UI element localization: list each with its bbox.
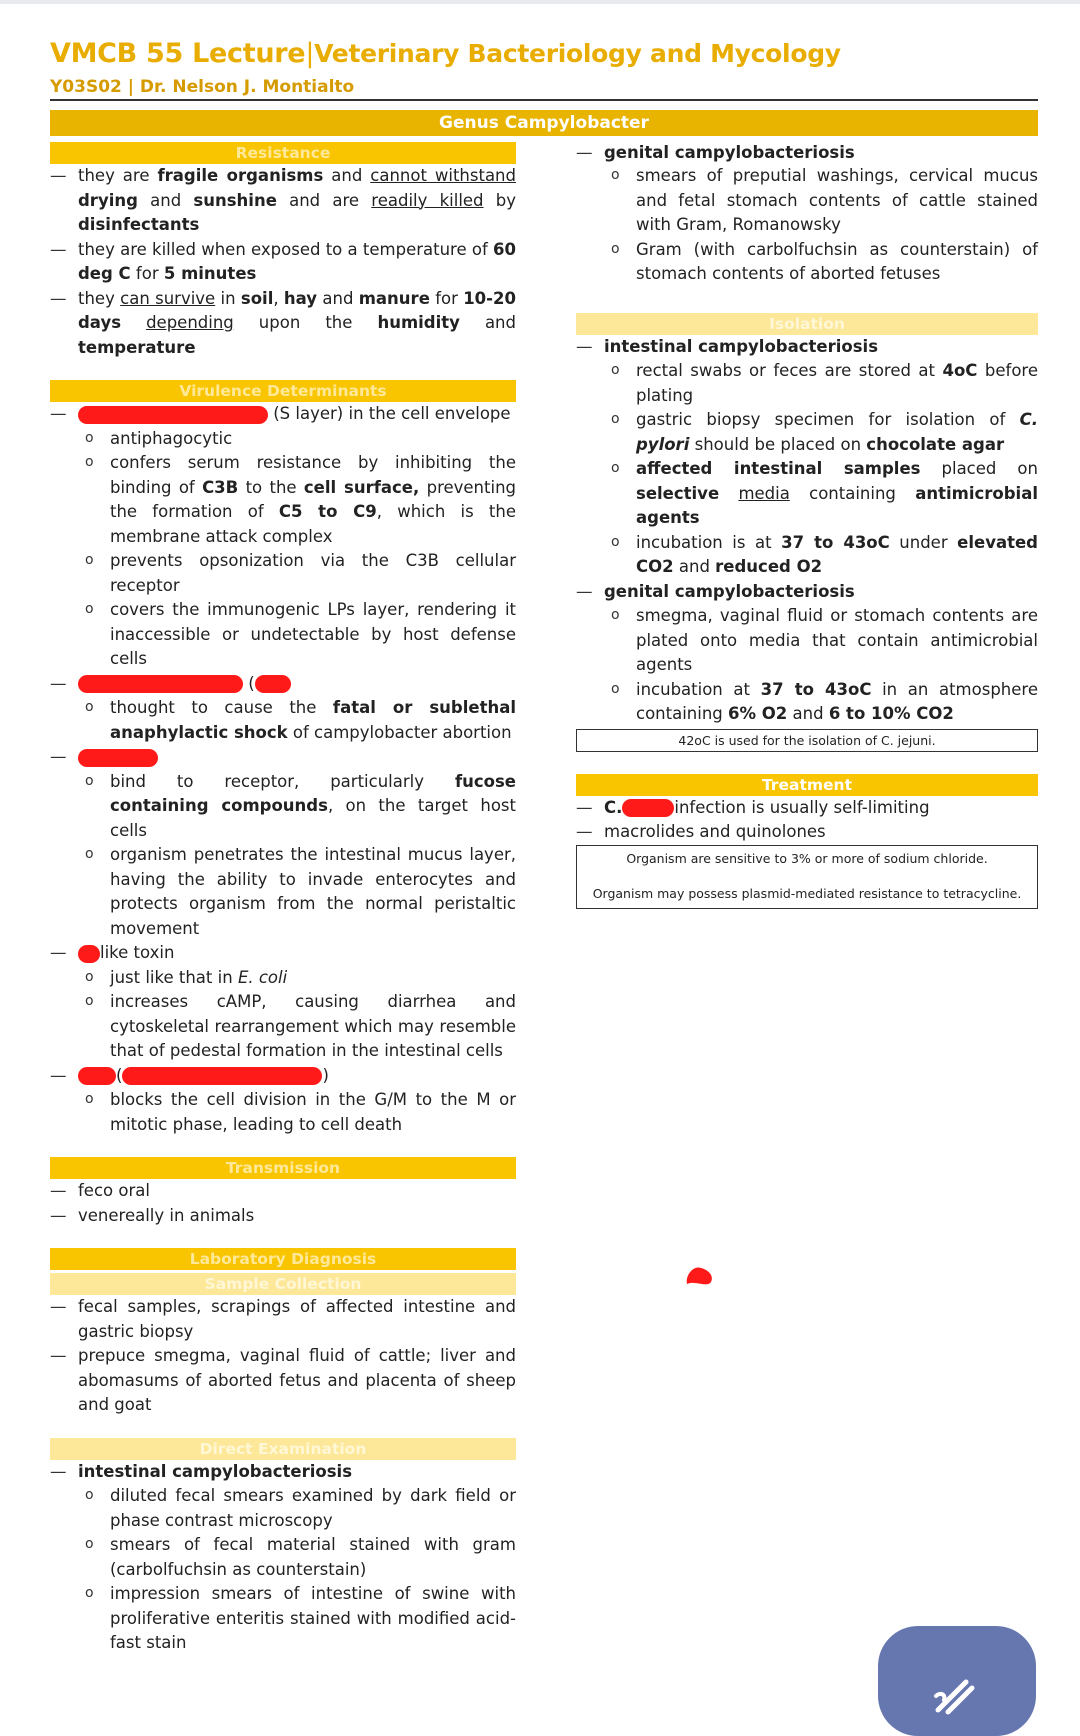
left-column	[50, 142, 516, 1656]
list-item: — genital campylobacteriosis	[576, 580, 1038, 605]
sub-item: o smears of fecal material stained with gram (carbolfuchsin as counterstain)	[50, 1533, 516, 1582]
redaction-mark	[78, 945, 100, 963]
list-item: — prepuce smegma, vaginal fluid of cattle; liver and abomasums of aborted fetus and placenta of sheep and goat	[50, 1344, 516, 1418]
redaction-mark	[622, 799, 674, 817]
document-page	[50, 38, 1038, 1652]
isolation-heading: Isolation	[576, 313, 1038, 335]
list-item: — ( )	[50, 1064, 516, 1089]
resistance-heading: Resistance	[50, 142, 516, 164]
sub-item: o smears of preputial washings, cervical mucus and fetal stomach contents of cattle stained with Gram, Romanowsky	[576, 164, 1038, 238]
sub-item: o affected intestinal samples placed on selective media containing antimicrobial agents	[576, 457, 1038, 531]
lab-diagnosis-heading: Laboratory Diagnosis	[50, 1248, 516, 1270]
list-item: — they are killed when exposed to a temperature of 60 deg C for 5 minutes	[50, 238, 516, 287]
sub-item: o bind to receptor, particularly fucose containing compounds, on the target host cells	[50, 770, 516, 844]
redaction-mark	[78, 675, 243, 693]
sub-item: o blocks the cell division in the G/M to the M or mitotic phase, leading to cell death	[50, 1088, 516, 1137]
direct-examination-heading: Direct Examination	[50, 1438, 516, 1460]
right-column	[576, 142, 1038, 909]
sub-item: o antiphagocytic	[50, 427, 516, 452]
sub-item: o incubation at 37 to 43oC in an atmosphere containing 6% O2 and 6 to 10% CO2	[576, 678, 1038, 727]
list-item: — feco oral	[50, 1179, 516, 1204]
list-item: — intestinal campylobacteriosis	[576, 335, 1038, 360]
sub-item: o incubation is at 37 to 43oC under elevated CO2 and reduced O2	[576, 531, 1038, 580]
red-ink-mark	[683, 1262, 717, 1288]
redaction-mark	[78, 749, 158, 767]
sub-item: o covers the immunogenic LPs layer, rendering it inaccessible or undetectable by host defense cells	[50, 598, 516, 672]
redaction-mark	[255, 675, 291, 693]
list-item: — (	[50, 672, 516, 697]
pencil-edit-icon	[926, 1666, 986, 1726]
page-subtitle: Y03S02 | Dr. Nelson J. Montialto	[50, 77, 355, 97]
redaction-mark	[78, 1067, 116, 1085]
sub-item: o confers serum resistance by inhibiting the binding of C3B to the cell surface, preventing the formation of C5 to C9, which is the membrane attack complex	[50, 451, 516, 549]
list-item	[50, 745, 516, 770]
list-item: — they are fragile organisms and cannot withstand drying and sunshine and are readily killed by disinfectants	[50, 164, 516, 238]
title-rule	[50, 99, 1038, 101]
redaction-mark	[122, 1067, 322, 1085]
sub-item: o smegma, vaginal fluid or stomach contents are plated onto media that contain antimicrobial agents	[576, 604, 1038, 678]
list-item: — like toxin	[50, 941, 516, 966]
sample-collection-heading: Sample Collection	[50, 1273, 516, 1295]
page-title: VMCB 55 Lecture|Veterinary Bacteriology and Mycology	[50, 38, 841, 69]
list-item: — C. infection is usually self-limiting	[576, 796, 1038, 821]
sub-item: o increases cAMP, causing diarrhea and cytoskeletal rearrangement which may resemble that of pedestal formation in the intestinal cells	[50, 990, 516, 1064]
sub-item: o organism penetrates the intestinal mucus layer, having the ability to invade enterocytes and protects organism from the normal peristaltic movement	[50, 843, 516, 941]
list-item: — fecal samples, scrapings of affected intestine and gastric biopsy	[50, 1295, 516, 1344]
list-item: — they can survive in soil, hay and manure for 10-20 days depending upon the humidity and temperature	[50, 287, 516, 361]
treatment-heading: Treatment	[576, 774, 1038, 796]
genus-heading: Genus Campylobacter	[50, 110, 1038, 136]
list-item: — venereally in animals	[50, 1204, 516, 1229]
sub-item: o Gram (with carbolfuchsin as counterstain) of stomach contents of aborted fetuses	[576, 238, 1038, 287]
top-border	[0, 0, 1080, 4]
virulence-heading: Virulence Determinants	[50, 380, 516, 402]
redaction-mark	[78, 406, 268, 424]
treatment-note-box: Organism are sensitive to 3% or more of sodium chloride. Organism may possess plasmid-mediated resistance to tetracycline.	[576, 845, 1038, 909]
sub-item: o gastric biopsy specimen for isolation of C. pylori should be placed on chocolate agar	[576, 408, 1038, 457]
sub-item: o diluted fecal smears examined by dark field or phase contrast microscopy	[50, 1484, 516, 1533]
edit-button[interactable]	[878, 1626, 1036, 1736]
list-item: — macrolides and quinolones	[576, 820, 1038, 845]
transmission-heading: Transmission	[50, 1157, 516, 1179]
sub-item: o rectal swabs or feces are stored at 4oC before plating	[576, 359, 1038, 408]
isolation-note-box: 42oC is used for the isolation of C. jejuni.	[576, 729, 1038, 752]
sub-item: o impression smears of intestine of swine with proliferative enteritis stained with modified acid-fast stain	[50, 1582, 516, 1656]
sub-item: o prevents opsonization via the C3B cellular receptor	[50, 549, 516, 598]
sub-item: o thought to cause the fatal or sublethal anaphylactic shock of campylobacter abortion	[50, 696, 516, 745]
sub-item: o just like that in E. coli	[50, 966, 516, 991]
list-item: — genital campylobacteriosis	[576, 142, 1038, 164]
list-item: — (S layer) in the cell envelope	[50, 402, 516, 427]
list-item: — intestinal campylobacteriosis	[50, 1460, 516, 1485]
